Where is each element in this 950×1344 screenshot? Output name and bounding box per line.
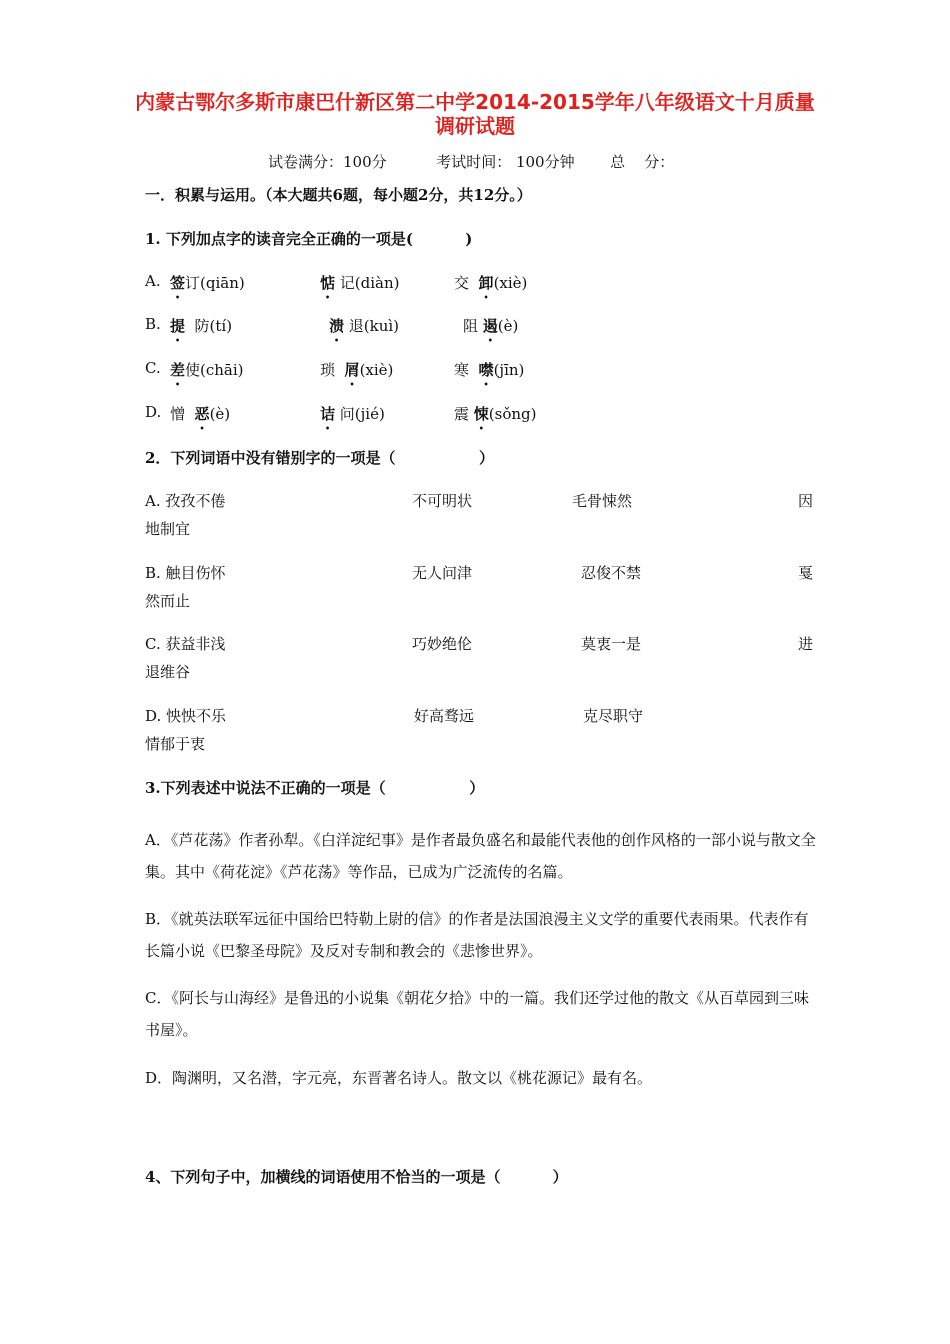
exam-time: 考试时间： 100分钟 — [436, 153, 575, 171]
question-3-option-d: D．陶渊明，又名潜，字元亮，东晋著名诗人。散文以《桃花源记》最有名。 — [145, 1069, 653, 1087]
option-word: A. 孜孜不倦 — [145, 492, 226, 510]
option-label: C. — [145, 359, 161, 377]
option-word: D. 怏怏不乐 — [145, 707, 227, 725]
full-score: 试卷满分：100分 — [268, 153, 387, 171]
option-word: C. 获益非浅 — [145, 635, 226, 653]
question-3-option-b: B．《就英法联军远征中国给巴特勒上尉的信》的作者是法国浪漫主义文学的重要代表雨果。代表作有长篇小说《巴黎圣母院》及反对专制和教会的《悲惨世界》。 — [145, 910, 809, 960]
option-item: 诘 问(jié) — [320, 405, 385, 423]
option-word: 巧妙绝伦 — [412, 635, 473, 653]
question-2-stem: 2．下列词语中没有错别字的一项是（ ） — [145, 449, 494, 467]
option-item: 差使(chāi) — [170, 361, 244, 379]
option-item: 惦 记(diàn) — [320, 274, 400, 292]
option-item: 寒 噤(jīn) — [454, 361, 525, 379]
option-word: 克尽职守 — [583, 707, 644, 725]
question-4-stem: 4、下列句子中，加横线的词语使用不恰当的一项是（ ） — [145, 1168, 568, 1186]
option-word: 因 — [798, 492, 814, 510]
option-item: 签订(qiān) — [170, 274, 245, 292]
option-word: 不可明状 — [412, 492, 473, 510]
option-item: 溃 退(kuì) — [329, 317, 400, 335]
option-word: 好高骛远 — [414, 707, 475, 725]
option-item: 琐 屑(xiè) — [320, 361, 394, 379]
option-word: 地制宜 — [145, 520, 191, 538]
option-word: 无人问津 — [412, 564, 473, 582]
option-item: 交 卸(xiè) — [454, 274, 528, 292]
option-word: 莫衷一是 — [581, 635, 642, 653]
option-label: B. — [145, 315, 161, 333]
option-word: 戛 — [798, 564, 814, 582]
option-word: 进 — [798, 635, 814, 653]
exam-meta — [268, 151, 674, 172]
question-3-stem: 3.下列表述中说法不正确的一项是（ ） — [145, 779, 485, 797]
option-word: 毛骨悚然 — [572, 492, 633, 510]
option-label: A. — [145, 272, 161, 290]
option-word: 忍俊不禁 — [581, 564, 642, 582]
option-word: B. 触目伤怀 — [145, 564, 226, 582]
option-word: 情郁于衷 — [145, 735, 206, 753]
total-score: 总 分： — [610, 153, 675, 171]
option-word: 退维谷 — [145, 663, 191, 681]
section-heading: 一．积累与运用。（本大题共6题，每小题2分，共12分。） — [145, 186, 532, 204]
question-3-option-c: C．《阿长与山海经》是鲁迅的小说集《朝花夕拾》中的一篇。我们还学过他的散文《从百草园到三味书屋》。 — [145, 989, 809, 1039]
question-3-option-a: A．《芦花荡》作者孙犁。《白洋淀纪事》是作者最负盛名和最能代表他的创作风格的一部小说与散文全集。其中《荷花淀》《芦花荡》等作品，已成为广泛流传的名篇。 — [145, 831, 816, 881]
option-label: D. — [145, 403, 162, 421]
option-item: 憎 恶(è) — [170, 405, 231, 423]
option-item: 提 防(tí) — [170, 317, 233, 335]
option-item: 震 悚(sǒng) — [454, 405, 537, 423]
option-item: 阻 遏(è) — [463, 317, 519, 335]
option-word: 然而止 — [145, 592, 191, 610]
document-title: 内蒙古鄂尔多斯市康巴什新区第二中学2014-2015学年八年级语文十月质量调研试题 — [135, 90, 815, 138]
question-1-stem: 1. 下列加点字的读音完全正确的一项是( ) — [145, 230, 473, 248]
